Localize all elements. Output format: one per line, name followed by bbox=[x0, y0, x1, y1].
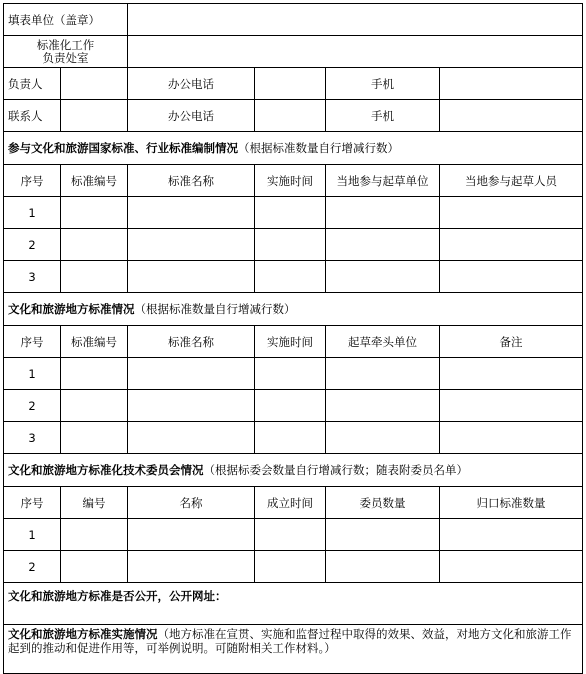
table-row bbox=[4, 229, 583, 261]
cell[interactable] bbox=[128, 358, 255, 390]
s1-header-people: 当地参与起草人员 bbox=[440, 165, 583, 197]
mobile-value[interactable] bbox=[440, 68, 583, 100]
table-row bbox=[4, 519, 583, 551]
cell[interactable] bbox=[326, 390, 440, 422]
public-disclosure-title: 文化和旅游地方标准是否公开，公开网址： bbox=[8, 589, 227, 603]
cell[interactable] bbox=[326, 519, 440, 551]
implementation-cell[interactable] bbox=[4, 625, 583, 674]
row-index: 1 bbox=[4, 358, 61, 390]
cell[interactable] bbox=[128, 261, 255, 293]
cell[interactable] bbox=[61, 519, 128, 551]
cell[interactable] bbox=[128, 197, 255, 229]
row-index: 1 bbox=[4, 197, 61, 229]
cell[interactable] bbox=[440, 390, 583, 422]
row-index: 1 bbox=[4, 519, 61, 551]
cell[interactable] bbox=[440, 519, 583, 551]
dept-value[interactable] bbox=[128, 36, 583, 68]
cell[interactable] bbox=[128, 551, 255, 583]
section3-title-cell bbox=[4, 454, 583, 487]
cell[interactable] bbox=[255, 422, 326, 454]
cell[interactable] bbox=[326, 358, 440, 390]
s1-header-unit: 当地参与起草单位 bbox=[326, 165, 440, 197]
contact-person-value[interactable] bbox=[61, 100, 128, 132]
s1-header-name: 标准名称 bbox=[128, 165, 255, 197]
dept-label-line2: 负责处室 bbox=[42, 50, 89, 65]
section1-title-cell bbox=[4, 132, 583, 165]
s2-header-code: 标准编号 bbox=[61, 326, 128, 358]
cell[interactable] bbox=[255, 519, 326, 551]
cell[interactable] bbox=[255, 197, 326, 229]
cell[interactable] bbox=[440, 551, 583, 583]
cell[interactable] bbox=[326, 261, 440, 293]
section1-title: 参与文化和旅游国家标准、行业标准编制情况 bbox=[8, 141, 238, 155]
s3-header-name: 名称 bbox=[128, 487, 255, 519]
dept-label-line1: 标准化工作 bbox=[36, 37, 95, 52]
section2-title-cell bbox=[4, 293, 583, 326]
public-disclosure-cell[interactable] bbox=[4, 583, 583, 625]
s3-header-founded: 成立时间 bbox=[255, 487, 326, 519]
cell[interactable] bbox=[255, 229, 326, 261]
standards-report-form bbox=[3, 3, 583, 674]
cell[interactable] bbox=[440, 358, 583, 390]
person-in-charge-value[interactable] bbox=[61, 68, 128, 100]
cell[interactable] bbox=[255, 551, 326, 583]
cell[interactable] bbox=[61, 422, 128, 454]
implementation-note: （地方标准在宣贯、实施和监督过程中取得的效果、效益，对地方文化和旅游工作起到的推动和促进作用等，可举例说明。可随附相关工作材料。） bbox=[8, 627, 572, 655]
cell[interactable] bbox=[128, 390, 255, 422]
cell[interactable] bbox=[61, 197, 128, 229]
section3-note: （根据标委会数量自行增减行数；随表附委员名单） bbox=[203, 463, 468, 477]
mobile-label: 手机 bbox=[326, 68, 440, 100]
office-phone-value[interactable] bbox=[255, 68, 326, 100]
cell[interactable] bbox=[128, 519, 255, 551]
cell[interactable] bbox=[61, 229, 128, 261]
cell[interactable] bbox=[61, 261, 128, 293]
row-index: 3 bbox=[4, 422, 61, 454]
office-phone-label: 办公电话 bbox=[128, 68, 255, 100]
table-row bbox=[4, 551, 583, 583]
table-row bbox=[4, 422, 583, 454]
cell[interactable] bbox=[61, 358, 128, 390]
cell[interactable] bbox=[255, 358, 326, 390]
s2-header-index: 序号 bbox=[4, 326, 61, 358]
cell[interactable] bbox=[255, 261, 326, 293]
section3-title: 文化和旅游地方标准化技术委员会情况 bbox=[8, 463, 204, 477]
row-index: 2 bbox=[4, 229, 61, 261]
cell[interactable] bbox=[440, 229, 583, 261]
table-row bbox=[4, 197, 583, 229]
cell[interactable] bbox=[326, 197, 440, 229]
s1-header-index: 序号 bbox=[4, 165, 61, 197]
cell[interactable] bbox=[255, 390, 326, 422]
contact-person-label: 联系人 bbox=[4, 100, 61, 132]
cell[interactable] bbox=[61, 551, 128, 583]
table-row bbox=[4, 390, 583, 422]
cell[interactable] bbox=[326, 551, 440, 583]
cell[interactable] bbox=[326, 229, 440, 261]
cell[interactable] bbox=[440, 197, 583, 229]
row-index: 2 bbox=[4, 390, 61, 422]
cell[interactable] bbox=[128, 422, 255, 454]
s1-header-code: 标准编号 bbox=[61, 165, 128, 197]
contact-office-phone-value[interactable] bbox=[255, 100, 326, 132]
cell[interactable] bbox=[61, 390, 128, 422]
row-index: 2 bbox=[4, 551, 61, 583]
row-index: 3 bbox=[4, 261, 61, 293]
s3-header-index: 序号 bbox=[4, 487, 61, 519]
table-row bbox=[4, 358, 583, 390]
cell[interactable] bbox=[440, 261, 583, 293]
section1-note: （根据标准数量自行增减行数） bbox=[238, 141, 399, 155]
s3-header-code: 编号 bbox=[61, 487, 128, 519]
fill-unit-label: 填表单位（盖章） bbox=[4, 4, 128, 36]
s2-header-lead-unit: 起草牵头单位 bbox=[326, 326, 440, 358]
fill-unit-value[interactable] bbox=[128, 4, 583, 36]
section2-title: 文化和旅游地方标准情况 bbox=[8, 302, 135, 316]
section2-note: （根据标准数量自行增减行数） bbox=[134, 302, 296, 316]
s3-header-standards-count: 归口标准数量 bbox=[440, 487, 583, 519]
person-in-charge-label: 负责人 bbox=[4, 68, 61, 100]
s1-header-date: 实施时间 bbox=[255, 165, 326, 197]
table-row bbox=[4, 261, 583, 293]
contact-mobile-value[interactable] bbox=[440, 100, 583, 132]
s2-header-remarks: 备注 bbox=[440, 326, 583, 358]
cell[interactable] bbox=[128, 229, 255, 261]
dept-label bbox=[4, 36, 128, 68]
contact-mobile-label: 手机 bbox=[326, 100, 440, 132]
contact-office-phone-label: 办公电话 bbox=[128, 100, 255, 132]
cell[interactable] bbox=[326, 422, 440, 454]
s2-header-date: 实施时间 bbox=[255, 326, 326, 358]
s2-header-name: 标准名称 bbox=[128, 326, 255, 358]
cell[interactable] bbox=[440, 422, 583, 454]
implementation-title: 文化和旅游地方标准实施情况 bbox=[8, 627, 158, 641]
s3-header-members: 委员数量 bbox=[326, 487, 440, 519]
